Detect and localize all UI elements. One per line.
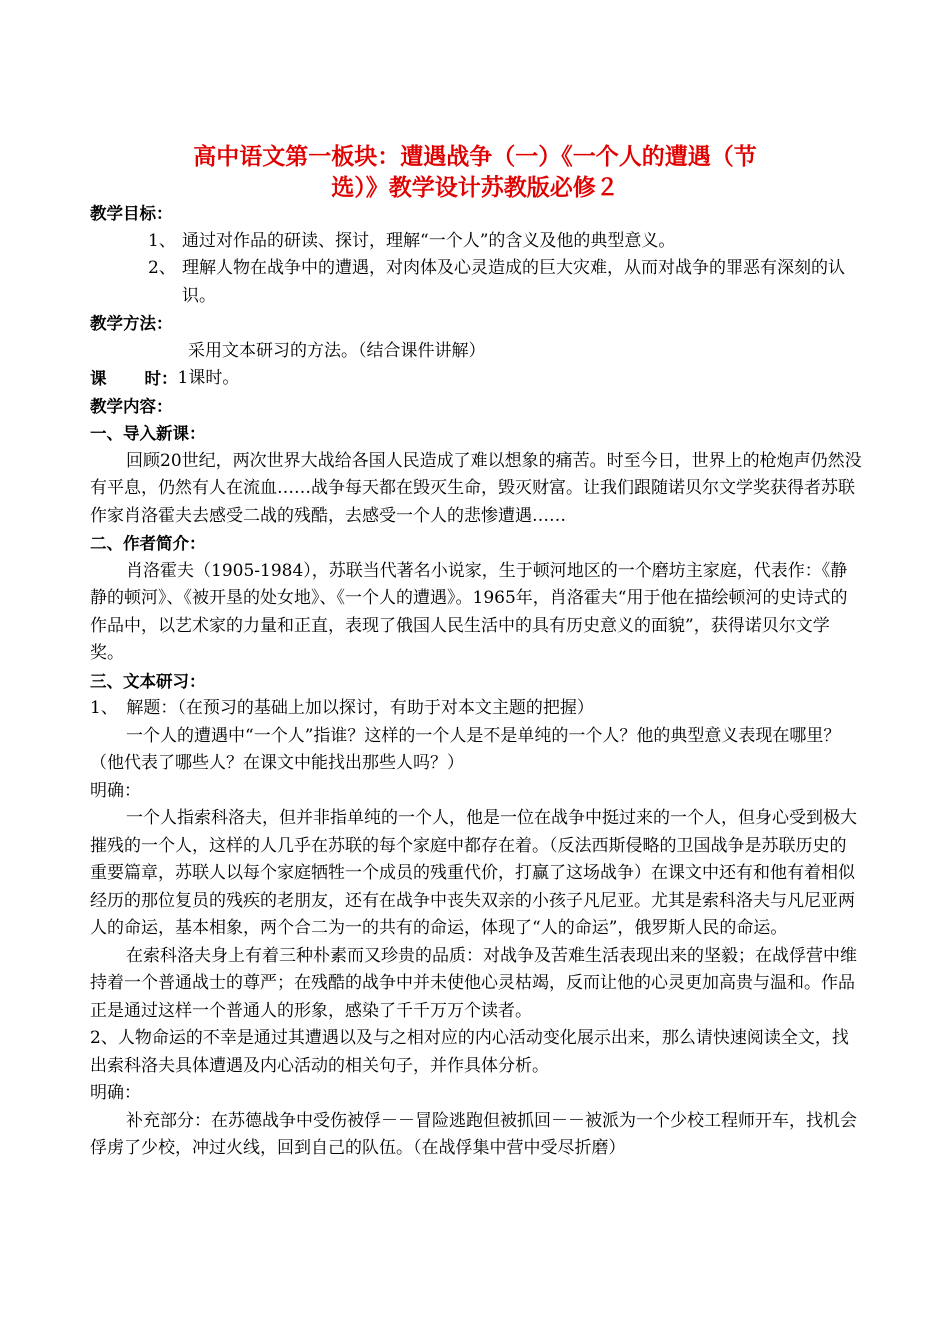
section-3-answer-2: 在索科洛夫身上有着三种朴素而又珍贵的品质：对战争及苦难生活表现出来的坚毅；在战俘营中维持着一个普通战士的尊严；在残酷的战争中并未使他心灵枯竭，反而让他的心灵更加高贵与温和。作品正是通过这样一个普通人的形象，感染了千千万万个读者。 <box>90 945 857 1021</box>
class-hours <box>90 365 862 393</box>
section-2-heading: 二、作者简介： <box>90 534 206 553</box>
section-2-paragraph: 肖洛霍夫（1905-1984），苏联当代著名小说家，生于顿河地区的一个磨坊主家庭，代表作：《静静的顿河》、《被开垦的处女地》、《一个人的遭遇》。1965年，肖洛霍夫“用于他在描绘顿河的史诗式的作品中，以艺术家的力量和正直，表现了俄国人民生活中的具有历史意义的面貌”，获得诺贝尔文学奖。 <box>90 560 848 663</box>
section-3-item-2: 2、人物命运的不幸是通过其遭遇以及与之相对应的内心活动变化展示出来，那么请快速阅读全文，找出索科洛夫具体遭遇及内心活动的相关句子，并作具体分析。 <box>90 1028 849 1076</box>
content-heading: 教学内容： <box>90 396 173 416</box>
section-3-item-1: 1、 解题：（在预习的基础上加以探讨，有助于对本文主题的把握） <box>90 698 594 718</box>
section-3-question-1: 一个人的遭遇中“一个人”指谁？这样的一个人是不是单纯的一个人？他的典型意义表现在哪里？（他代表了哪些人？在课文中能找出那些人吗？） <box>90 725 841 773</box>
hours-value: 1课时。 <box>177 368 240 388</box>
document-title <box>90 142 860 204</box>
section-3-answer-3: 补充部分：在苏德战争中受伤被俘－－冒险逃跑但被抓回－－被派为一个少校工程师开车，找机会俘虏了少校，冲过火线，回到自己的队伍。（在战俘集中营中受尽折磨） <box>90 1110 857 1158</box>
section-3-clear-1: 明确： <box>90 780 141 801</box>
document-body <box>90 200 862 1163</box>
goal-text: 理解人物在战争中的遭遇，对肉体及心灵造成的巨大灾难，从而对战争的罪恶有深刻的认识。 <box>182 258 845 306</box>
goal-text: 通过对作品的研读、探讨，理解“一个人”的含义及他的典型意义。 <box>182 230 676 251</box>
title-line-2: 选）》教学设计苏教版必修２ <box>331 175 619 201</box>
hours-label-b: 时： <box>144 369 178 388</box>
goal-item-1 <box>90 228 862 256</box>
section-3-answer-1: 一个人指索科洛夫，但并非指单纯的一个人，他是一位在战争中挺过来的一个人，但身心受到极大摧残的一个人，这样的人几乎在苏联的每个家庭中都存在着。（反法西斯侵略的卫国战争是苏联历史的重要篇章，苏联人以每个家庭牺牲一个成员的残重代价，打赢了这场战争）在课文中还有和他有着相似经历的那位复员的残疾的老朋友，还有在战争中丧失双亲的小孩子凡尼亚。尤其是索科洛夫与凡尼亚两人的命运，基本相象，两个合二为一的共有的命运，体现了“人的命运”，俄罗斯人民的命运。 <box>90 808 857 938</box>
title-line-1: 高中语文第一板块：遭遇战争（一）《一个人的遭遇（节 <box>193 144 757 170</box>
hours-label-a: 课 <box>90 369 107 388</box>
section-3-clear-2: 明确： <box>90 1083 141 1103</box>
goals-heading: 教学目标： <box>90 204 173 223</box>
section-1-heading: 一、导入新课： <box>90 424 206 443</box>
goal-number: 1、 <box>148 230 176 251</box>
goal-number: 2、 <box>148 258 176 278</box>
goal-item-2 <box>90 255 862 310</box>
section-1-paragraph: 回顾20世纪，两次世界大战给各国人民造成了难以想象的痛苦。时至今日，世界上的枪炮声仍然没有平息，仍然有人在流血……战争每天都在毁灭生命，毁灭财富。让我们跟随诺贝尔文学奖获得者苏联作家肖洛霍夫去感受二战的残酷，去感受一个人的悲惨遭遇…… <box>90 450 862 526</box>
method-heading: 教学方法： <box>90 314 173 333</box>
method-text: 采用文本研习的方法。（结合课件讲解） <box>188 340 486 361</box>
section-3-heading: 三、文本研习： <box>90 671 206 691</box>
